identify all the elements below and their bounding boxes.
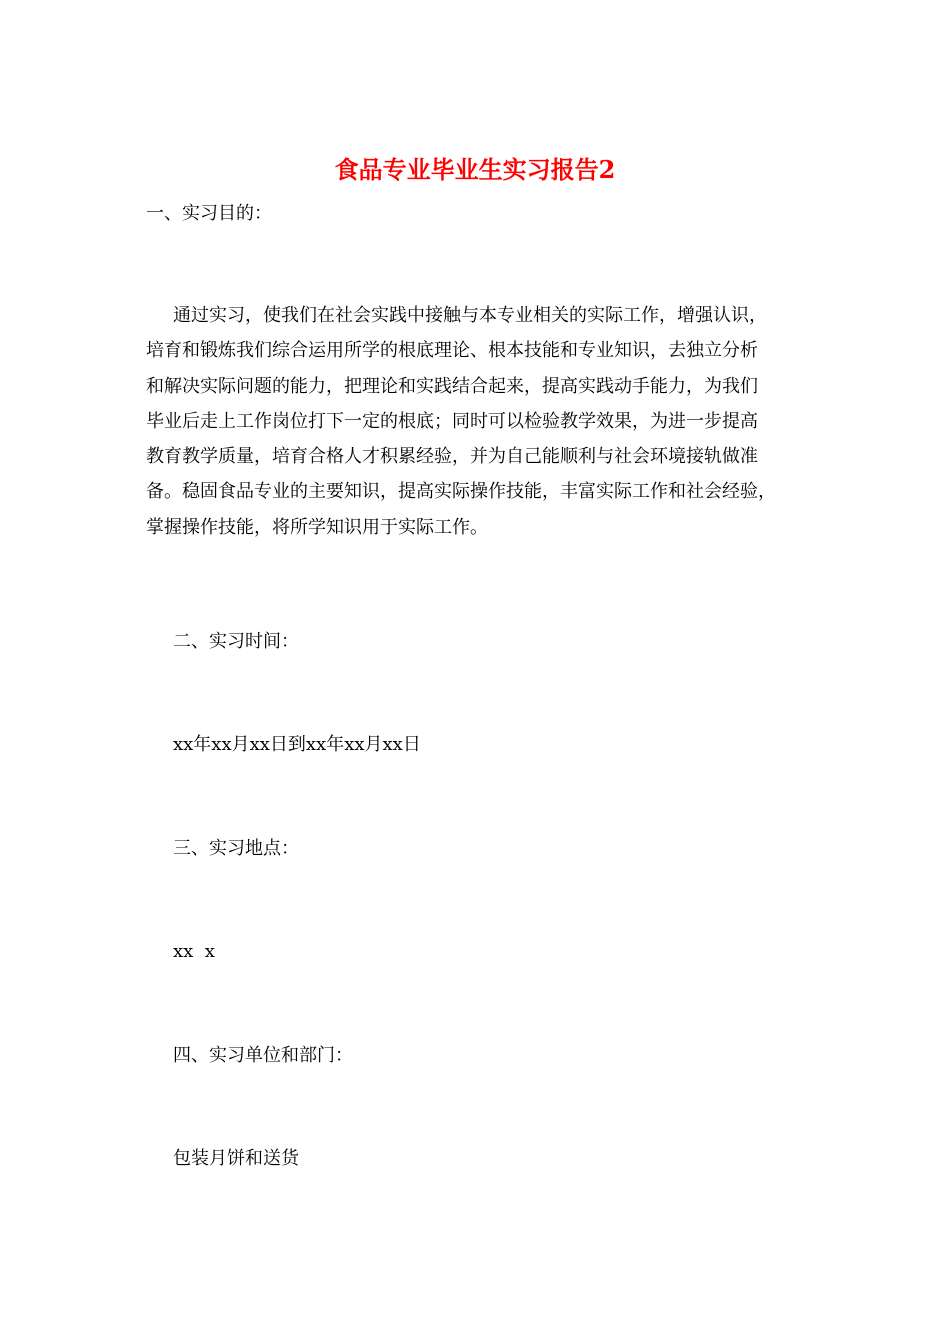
paragraph-line: 备。稳固食品专业的主要知识，提高实际操作技能，丰富实际工作和社会经验， (146, 481, 776, 503)
purpose-paragraph (146, 298, 806, 545)
section-heading-location: 三、实习地点： (173, 838, 299, 859)
document-title: 食品专业毕业生实习报告2 (334, 155, 616, 184)
paragraph-line: 毕业后走上工作岗位打下一定的根底；同时可以检验教学效果，为进一步提高 (146, 410, 758, 432)
internship-unit-value: 包装月饼和送货 (173, 1148, 299, 1169)
internship-location-value: xx x (173, 941, 215, 962)
paragraph-line: 掌握操作技能，将所学知识用于实际工作。 (146, 516, 488, 538)
section-heading-purpose: 一、实习目的： (146, 203, 272, 224)
paragraph-line: 通过实习，使我们在社会实践中接触与本专业相关的实际工作，增强认识， (173, 305, 767, 326)
section-heading-time: 二、实习时间： (173, 631, 299, 652)
section-heading-unit: 四、实习单位和部门： (173, 1045, 353, 1066)
paragraph-line: 和解决实际问题的能力，把理论和实践结合起来，提高实践动手能力，为我们 (146, 375, 758, 397)
internship-time-value: xx年xx月xx日到xx年xx月xx日 (173, 734, 421, 755)
paragraph-line: 教育教学质量，培育合格人才积累经验，并为自己能顺利与社会环境接轨做准 (146, 446, 758, 468)
paragraph-line: 培育和锻炼我们综合运用所学的根底理论、根本技能和专业知识，去独立分析 (146, 340, 758, 362)
